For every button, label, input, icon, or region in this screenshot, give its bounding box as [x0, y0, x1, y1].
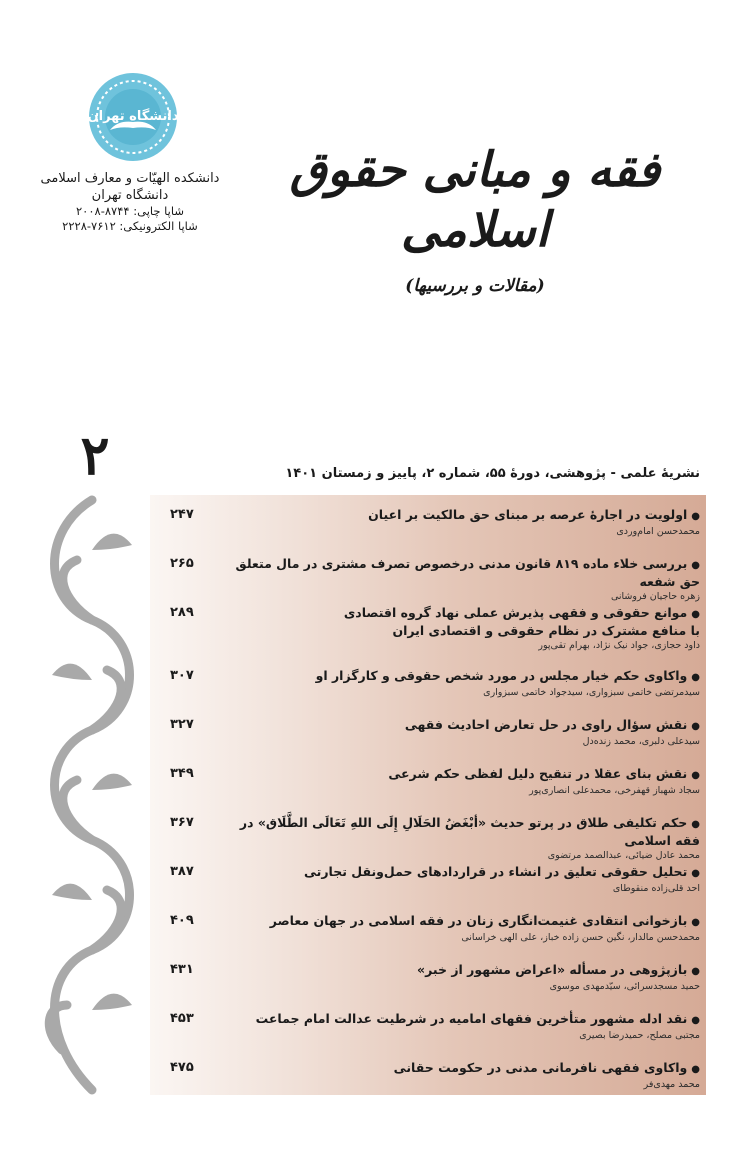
- toc-page-number: ۳۸۷: [170, 864, 194, 879]
- toc-page-number: ۲۸۹: [170, 605, 194, 620]
- bullet-icon: ●: [691, 1015, 700, 1026]
- bullet-icon: ●: [691, 1064, 700, 1075]
- university-logo: [88, 72, 178, 162]
- toc-authors: مجتبی مصلح، حمیدرضا بصیری: [579, 1030, 700, 1041]
- issue-info: نشریهٔ علمی - پژوهشی، دورهٔ ۵۵، شماره ۲، پاییز و زمستان ۱۴۰۱: [285, 466, 700, 481]
- toc-page-number: ۴۳۱: [170, 962, 194, 977]
- toc-title: بازپژوهی در مسأله «اعراض مشهور از خبر»: [417, 962, 688, 977]
- toc-item[interactable]: [160, 605, 700, 668]
- toc-authors: محمدحسن مالدار، نگین حسن زاده خباز، علی الهی خراسانی: [461, 932, 700, 943]
- toc-title: بازخوانی انتقادی غنیمت‌انگاری زنان در فقه اسلامی در جهان معاصر: [269, 913, 688, 928]
- bullet-icon: ●: [691, 770, 700, 781]
- toc-item[interactable]: [160, 1060, 700, 1109]
- bullet-icon: ●: [691, 560, 700, 571]
- table-of-contents: [160, 507, 700, 1109]
- toc-item[interactable]: [160, 913, 700, 962]
- toc-authors: زهره حاجیان فروشانی: [610, 591, 700, 602]
- toc-authors: محمد عادل ضیائی، عبدالصمد مرتضوی: [547, 850, 700, 861]
- toc-page-number: ۴۷۵: [170, 1060, 194, 1075]
- bullet-icon: ●: [691, 609, 700, 620]
- toc-title: واکاوی فقهی نافرمانی مدنی در حکومت حقانی: [393, 1060, 688, 1075]
- toc-page-number: ۳۲۷: [170, 717, 194, 732]
- toc-authors: سیدمرتضی خاتمی سبزواری، سیدجواد خاتمی سبزواری: [483, 687, 700, 698]
- toc-authors: محمد مهدی‌فر: [643, 1079, 700, 1090]
- toc-item[interactable]: [160, 556, 700, 605]
- toc-page-number: ۲۴۷: [170, 507, 194, 522]
- journal-subtitle: (مقالات و بررسیها): [405, 276, 545, 296]
- bullet-icon: ●: [691, 721, 700, 732]
- toc-authors: داود حجازی، جواد نیک نژاد، بهرام تقی‌پور: [538, 640, 700, 651]
- toc-title: واکاوی حکم خیار مجلس در مورد شخص حقوقی و کارگزار او: [315, 668, 688, 683]
- bullet-icon: ●: [691, 868, 700, 879]
- ornament-scroll: [22, 490, 162, 1110]
- toc-page-number: ۲۶۵: [170, 556, 194, 571]
- toc-authors: سیدعلی دلبری، محمد زنده‌دل: [582, 736, 700, 747]
- toc-title-continued: با منافع مشترک در نظام حقوقی و اقتصادی ایران: [392, 623, 700, 638]
- toc-page-number: ۳۰۷: [170, 668, 194, 683]
- toc-page-number: ۳۴۹: [170, 766, 194, 781]
- toc-authors: محمدحسن امام‌وردی: [616, 526, 700, 537]
- toc-title: نقش بنای عقلا در تنقیح دلیل لفظی حکم شرعی: [388, 766, 688, 781]
- toc-item[interactable]: [160, 1011, 700, 1060]
- toc-item[interactable]: [160, 717, 700, 766]
- bullet-icon: ●: [691, 819, 700, 830]
- bullet-icon: ●: [691, 966, 700, 977]
- toc-page-number: ۴۵۳: [170, 1011, 194, 1026]
- toc-item[interactable]: [160, 668, 700, 717]
- toc-title: نقش سؤال راوی در حل تعارض احادیث فقهی: [404, 717, 688, 732]
- university-block: [30, 170, 230, 234]
- journal-title: فقه و مبانی حقوق اسلامی: [289, 142, 661, 258]
- toc-item[interactable]: [160, 766, 700, 815]
- toc-item[interactable]: [160, 815, 700, 864]
- toc-title: موانع حقوقی و فقهی پذیرش عملی نهاد گروه اقتصادی: [343, 605, 688, 620]
- toc-authors: حمید مسجدسرائی، سیّدمهدی موسوی: [549, 981, 700, 992]
- toc-item[interactable]: [160, 864, 700, 913]
- toc-authors: سجاد شهباز قهفرخی، محمدعلی انصاری‌پور: [529, 785, 700, 796]
- issn-online: شاپا الکترونیکی: ۷۶۱۲-۲۲۲۸: [62, 219, 198, 233]
- toc-title: اولویت در اجارهٔ عرصه بر مبنای حق مالکیت بر اعیان: [368, 507, 688, 522]
- toc-page-number: ۳۶۷: [170, 815, 194, 830]
- bullet-icon: ●: [691, 917, 700, 928]
- university-name: دانشگاه تهران: [91, 188, 169, 203]
- bullet-icon: ●: [691, 511, 700, 522]
- issue-number: ۲: [80, 423, 110, 487]
- toc-item[interactable]: [160, 507, 700, 556]
- toc-page-number: ۴۰۹: [170, 913, 194, 928]
- bullet-icon: ●: [691, 672, 700, 683]
- toc-title: نقد ادله مشهور متأخرین فقهای امامیه در شرطیت عدالت امام جماعت: [255, 1011, 688, 1026]
- logo-text: دانشگاه تهران: [88, 109, 178, 124]
- toc-authors: احد قلی‌زاده منقوطای: [612, 883, 700, 894]
- faculty-name: دانشکده الهیّات و معارف اسلامی: [40, 171, 220, 186]
- toc-title: حکم تکلیفی طلاق در پرتو حدیث «أبْغَضُ الحَلَالِ إِلَى اللهِ تَعَالَى الطَّلَاق» در فقه اسلامی: [239, 815, 700, 848]
- issn-print: شاپا چاپی: ۸۷۴۴-۲۰۰۸: [75, 204, 185, 218]
- toc-item[interactable]: [160, 962, 700, 1011]
- toc-title: بررسی خلاء ماده ۸۱۹ قانون مدنی درخصوص تصرف مشتری در مال متعلق حق شفعه: [235, 556, 700, 589]
- toc-title: تحلیل حقوقی تعلیق در انشاء در قراردادهای حمل‌ونقل تجارتی: [304, 864, 688, 879]
